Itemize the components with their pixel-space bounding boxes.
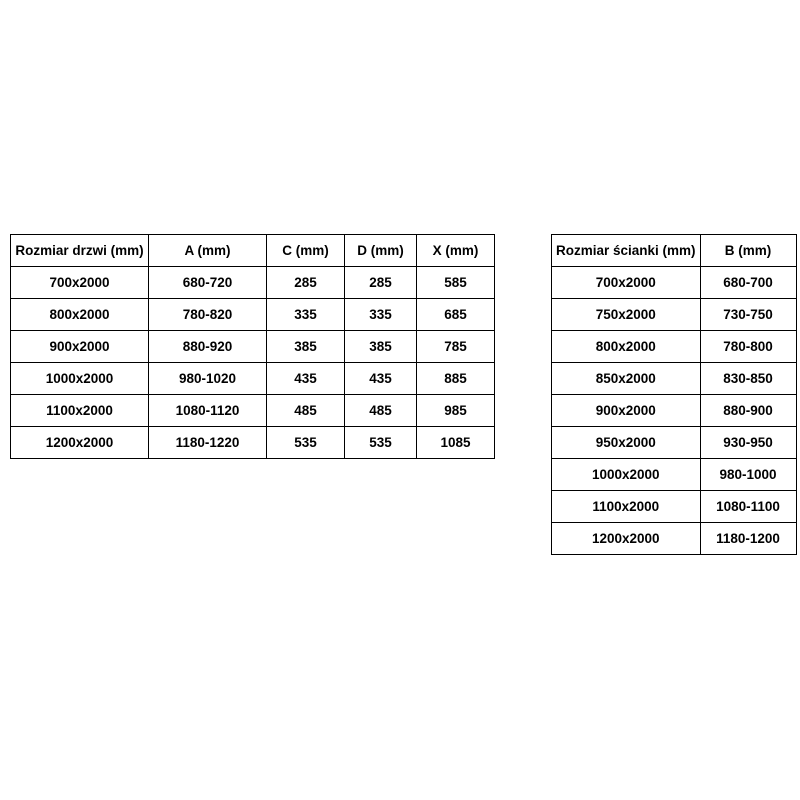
table-row — [11, 363, 495, 395]
column-header-wall-size: Rozmiar ścianki (mm) — [552, 235, 701, 267]
cell-a: 1180-1220 — [149, 427, 267, 459]
cell-door-size: 1200x2000 — [11, 427, 149, 459]
cell-d: 385 — [345, 331, 417, 363]
cell-door-size: 700x2000 — [11, 267, 149, 299]
cell-b: 680-700 — [700, 267, 796, 299]
cell-a: 1080-1120 — [149, 395, 267, 427]
cell-d: 435 — [345, 363, 417, 395]
cell-x: 985 — [417, 395, 495, 427]
column-header-x: X (mm) — [417, 235, 495, 267]
cell-d: 335 — [345, 299, 417, 331]
cell-b: 730-750 — [700, 299, 796, 331]
table-row — [552, 395, 797, 427]
cell-a: 980-1020 — [149, 363, 267, 395]
cell-wall-size: 700x2000 — [552, 267, 701, 299]
wall-table-block — [551, 234, 797, 555]
table-row — [11, 395, 495, 427]
table-row — [552, 299, 797, 331]
cell-wall-size: 1200x2000 — [552, 523, 701, 555]
table-row — [552, 267, 797, 299]
cell-door-size: 1100x2000 — [11, 395, 149, 427]
table-row — [552, 363, 797, 395]
cell-b: 930-950 — [700, 427, 796, 459]
cell-c: 435 — [267, 363, 345, 395]
wall-size-table — [551, 234, 797, 555]
cell-c: 335 — [267, 299, 345, 331]
cell-x: 785 — [417, 331, 495, 363]
cell-d: 535 — [345, 427, 417, 459]
cell-wall-size: 800x2000 — [552, 331, 701, 363]
table-row — [552, 427, 797, 459]
cell-door-size: 1000x2000 — [11, 363, 149, 395]
cell-door-size: 900x2000 — [11, 331, 149, 363]
cell-a: 780-820 — [149, 299, 267, 331]
cell-wall-size: 900x2000 — [552, 395, 701, 427]
tables-container — [0, 234, 800, 555]
cell-x: 885 — [417, 363, 495, 395]
doors-table-block — [10, 234, 495, 459]
cell-wall-size: 850x2000 — [552, 363, 701, 395]
column-header-d: D (mm) — [345, 235, 417, 267]
cell-wall-size: 950x2000 — [552, 427, 701, 459]
column-header-a: A (mm) — [149, 235, 267, 267]
cell-x: 685 — [417, 299, 495, 331]
cell-wall-size: 750x2000 — [552, 299, 701, 331]
cell-a: 880-920 — [149, 331, 267, 363]
cell-wall-size: 1000x2000 — [552, 459, 701, 491]
cell-b: 1180-1200 — [700, 523, 796, 555]
table-row — [11, 267, 495, 299]
table-row — [11, 331, 495, 363]
cell-d: 285 — [345, 267, 417, 299]
table-header-row — [552, 235, 797, 267]
table-row — [552, 491, 797, 523]
cell-x: 1085 — [417, 427, 495, 459]
table-row — [552, 331, 797, 363]
cell-b: 880-900 — [700, 395, 796, 427]
table-header-row — [11, 235, 495, 267]
column-header-b: B (mm) — [700, 235, 796, 267]
cell-x: 585 — [417, 267, 495, 299]
cell-b: 1080-1100 — [700, 491, 796, 523]
doors-size-table — [10, 234, 495, 459]
table-row — [11, 299, 495, 331]
cell-c: 285 — [267, 267, 345, 299]
table-row — [552, 523, 797, 555]
cell-a: 680-720 — [149, 267, 267, 299]
cell-b: 830-850 — [700, 363, 796, 395]
table-row — [11, 427, 495, 459]
cell-c: 485 — [267, 395, 345, 427]
cell-b: 980-1000 — [700, 459, 796, 491]
cell-c: 385 — [267, 331, 345, 363]
cell-c: 535 — [267, 427, 345, 459]
column-header-c: C (mm) — [267, 235, 345, 267]
cell-wall-size: 1100x2000 — [552, 491, 701, 523]
cell-b: 780-800 — [700, 331, 796, 363]
cell-door-size: 800x2000 — [11, 299, 149, 331]
column-header-door-size: Rozmiar drzwi (mm) — [11, 235, 149, 267]
table-row — [552, 459, 797, 491]
cell-d: 485 — [345, 395, 417, 427]
